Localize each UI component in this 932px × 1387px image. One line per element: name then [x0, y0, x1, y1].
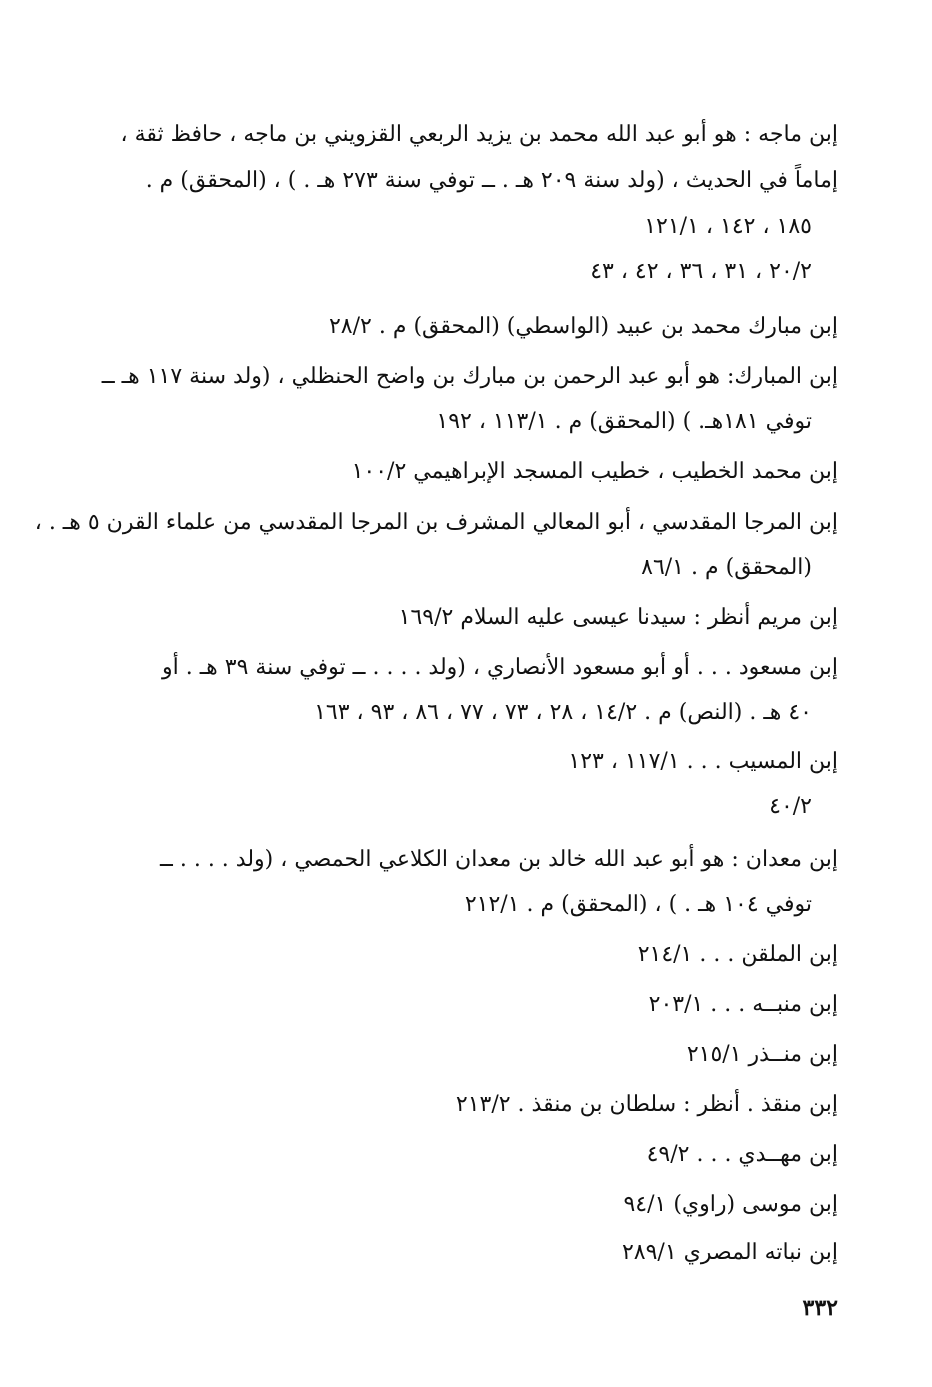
page-number: ٣٣٢ [802, 1295, 838, 1321]
entry-line-ibn-munqidh: إبن منقذ . أنظر : سلطان بن منقذ . ٢١٣/٢ [455, 1092, 838, 1117]
entry-line-ibn-al-murja-2: (المحقق) م . ٨٦/١ [641, 555, 812, 580]
entry-line-ibn-al-murja-1: إبن المرجا المقدسي ، أبو المعالي المشرف بن المرجا المقدسي من علماء القرن ٥ هـ . ، [34, 510, 838, 535]
entry-line-ibn-madan-1: إبن معدان : هو أبو عبد الله خالد بن معدان الكلاعي الحمصي ، (ولد . . . . ــ [159, 847, 838, 872]
entry-line-ibn-nubata: إبن نباته المصري ٢٨٩/١ [621, 1240, 838, 1265]
entry-line-ibn-masud-1: إبن مسعود . . . أو أبو مسعود الأنصاري ، (ولد . . . . ــ توفي سنة ٣٩ هـ . أو [162, 655, 838, 680]
entry-line-ibn-al-mubarak-1: إبن المبارك: هو أبو عبد الرحمن بن مبارك بن واضح الحنظلي ، (ولد سنة ١١٧ هـ ــ [101, 364, 838, 389]
entry-line-ibn-al-musayyib-2: ٤٠/٢ [769, 794, 812, 819]
entry-line-ibn-majah-1: إبن ماجه : هو أبو عبد الله محمد بن يزيد الربعي القزويني بن ماجه ، حافظ ثقة ، [120, 122, 838, 147]
entry-line-ibn-mahdi: إبن مهــدي . . . ٤٩/٢ [646, 1142, 838, 1167]
entry-line-ibn-madan-2: توفي ١٠٤ هـ . ) ، (المحقق) م . ٢١٢/١ [464, 892, 812, 917]
entry-line-ibn-munabbih: إبن منبــه . . . ٢٠٣/١ [648, 992, 838, 1017]
entry-line-ibn-musa: إبن موسى (راوي) ٩٤/١ [623, 1192, 838, 1217]
entry-line-ibn-masud-2: ٤٠ هـ . (النص) م . ١٤/٢ ، ٢٨ ، ٧٣ ، ٧٧ ، ٨٦ ، ٩٣ ، ١٦٣ [314, 700, 812, 725]
entry-line-ibn-al-musayyib: إبن المسيب . . . ١١٧/١ ، ١٢٣ [568, 749, 838, 774]
entry-line-ibn-mubarak-muhammad: إبن مبارك محمد بن عبيد (الواسطي) (المحقق) م . ٢٨/٢ [328, 314, 838, 339]
entry-line-ibn-majah-3: ١٨٥ ، ١٤٢ ، ١٢١/١ [644, 214, 812, 239]
entry-line-ibn-al-mulaqqin: إبن الملقن . . . ٢١٤/١ [637, 942, 838, 967]
entry-line-ibn-muhammad-al-khatib: إبن محمد الخطيب ، خطيب المسجد الإبراهيمي ١٠٠/٢ [351, 459, 838, 484]
entry-line-ibn-majah-4: ٢٠/٢ ، ٣١ ، ٣٦ ، ٤٢ ، ٤٣ [590, 259, 812, 284]
entry-line-ibn-al-mubarak-2: توفي ١٨١هـ. ) (المحقق) م . ١١٣/١ ، ١٩٢ [436, 409, 812, 434]
entry-line-ibn-mundhir: إبن منــذر ٢١٥/١ [686, 1042, 838, 1067]
entry-line-ibn-maryam: إبن مريم أنظر : سيدنا عيسى عليه السلام ١٦٩/٢ [398, 605, 838, 630]
entry-line-ibn-majah-2: إماماً في الحديث ، (ولد سنة ٢٠٩ هـ . ــ توفي سنة ٢٧٣ هـ . ) ، (المحقق) م . [145, 168, 838, 193]
